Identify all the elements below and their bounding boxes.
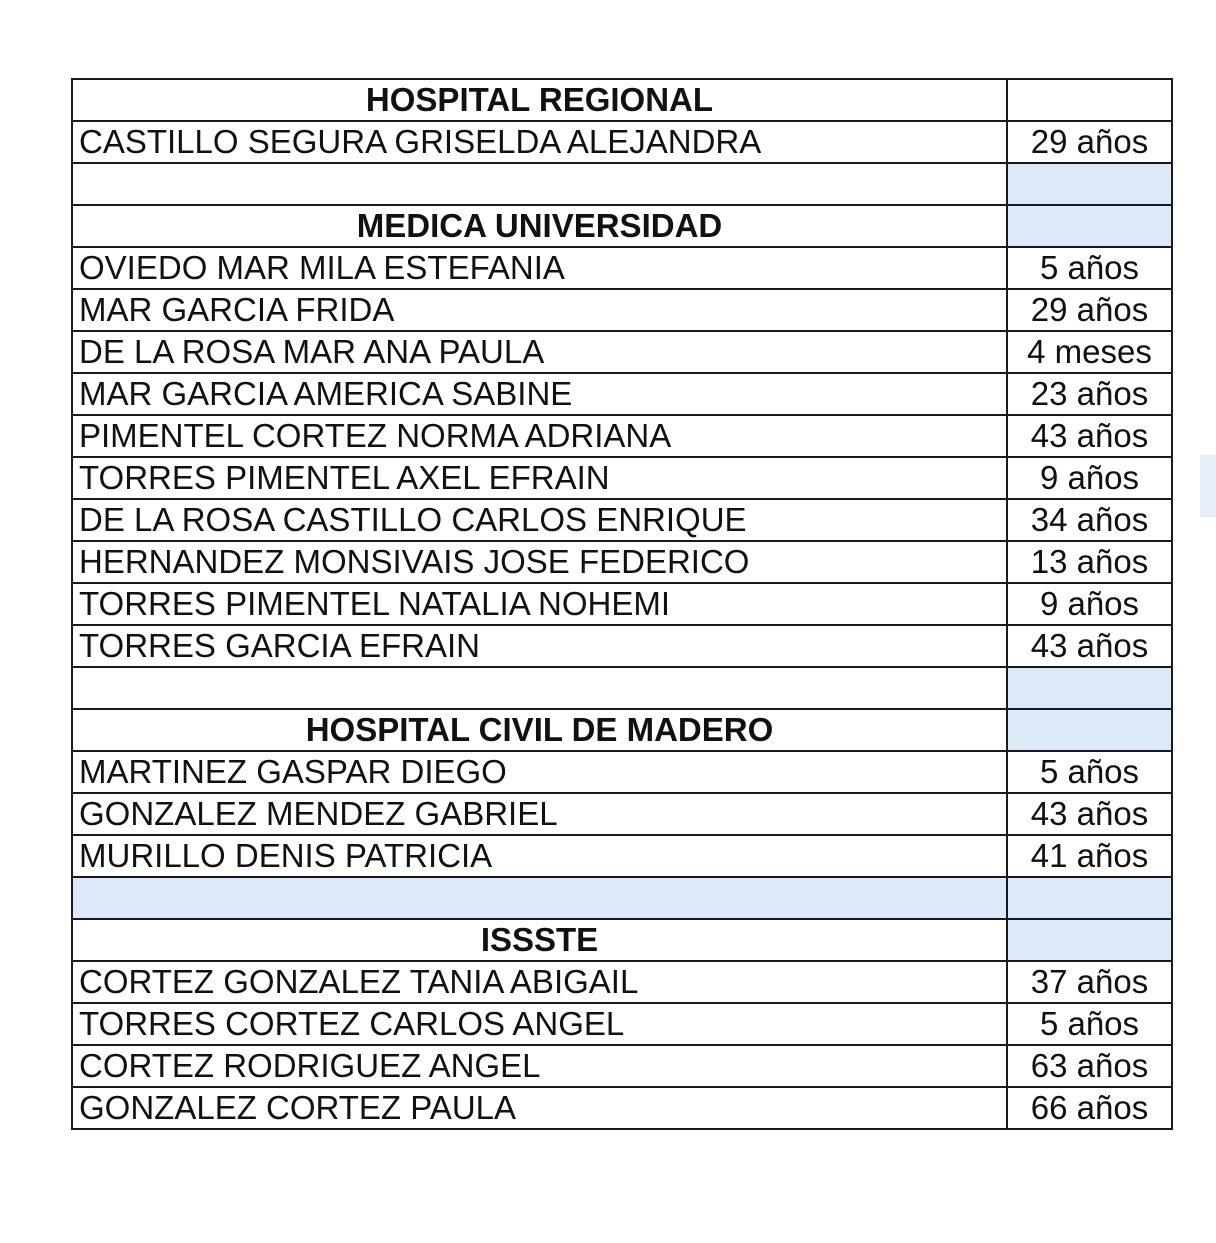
table-row — [72, 793, 1172, 835]
spacer-row — [72, 877, 1172, 919]
patient-name: GONZALEZ MENDEZ GABRIEL — [72, 793, 1007, 835]
shaded-cell — [1007, 667, 1172, 709]
table-row — [72, 499, 1172, 541]
patient-age: 5 años — [1007, 1003, 1172, 1045]
patient-name: MAR GARCIA AMERICA SABINE — [72, 373, 1007, 415]
table-row — [72, 121, 1172, 163]
table-row — [72, 457, 1172, 499]
section-header-row — [72, 205, 1172, 247]
patient-age: 5 años — [1007, 751, 1172, 793]
patient-name: DE LA ROSA MAR ANA PAULA — [72, 331, 1007, 373]
patient-name: CASTILLO SEGURA GRISELDA ALEJANDRA — [72, 121, 1007, 163]
patient-age: 23 años — [1007, 373, 1172, 415]
shaded-cell — [1007, 205, 1172, 247]
patient-age: 9 años — [1007, 583, 1172, 625]
patient-age: 5 años — [1007, 247, 1172, 289]
table-row — [72, 751, 1172, 793]
patient-name: TORRES PIMENTEL NATALIA NOHEMI — [72, 583, 1007, 625]
patient-table — [71, 78, 1173, 1130]
patient-name: GONZALEZ CORTEZ PAULA — [72, 1087, 1007, 1129]
patient-name: TORRES PIMENTEL AXEL EFRAIN — [72, 457, 1007, 499]
patient-age: 4 meses — [1007, 331, 1172, 373]
table-row — [72, 247, 1172, 289]
table-row — [72, 415, 1172, 457]
empty-cell — [72, 667, 1007, 709]
section-header-row — [72, 709, 1172, 751]
table-row — [72, 625, 1172, 667]
section-header-row — [72, 919, 1172, 961]
empty-cell — [1007, 79, 1172, 121]
section-title: HOSPITAL CIVIL DE MADERO — [72, 709, 1007, 751]
shaded-cell — [72, 877, 1007, 919]
shaded-cell — [1007, 877, 1172, 919]
table-row — [72, 331, 1172, 373]
patient-name: OVIEDO MAR MILA ESTEFANIA — [72, 247, 1007, 289]
patient-age: 37 años — [1007, 961, 1172, 1003]
patient-name: MURILLO DENIS PATRICIA — [72, 835, 1007, 877]
table-row — [72, 541, 1172, 583]
patient-age: 13 años — [1007, 541, 1172, 583]
empty-cell — [72, 163, 1007, 205]
shaded-cell — [1007, 919, 1172, 961]
patient-name: PIMENTEL CORTEZ NORMA ADRIANA — [72, 415, 1007, 457]
section-title: MEDICA UNIVERSIDAD — [72, 205, 1007, 247]
table-row — [72, 1087, 1172, 1129]
patient-age: 43 años — [1007, 793, 1172, 835]
section-title: ISSSTE — [72, 919, 1007, 961]
patient-name: DE LA ROSA CASTILLO CARLOS ENRIQUE — [72, 499, 1007, 541]
section-title: HOSPITAL REGIONAL — [72, 79, 1007, 121]
table-row — [72, 289, 1172, 331]
patient-age: 29 años — [1007, 289, 1172, 331]
table-row — [72, 1045, 1172, 1087]
section-header-row — [72, 79, 1172, 121]
patient-age: 9 años — [1007, 457, 1172, 499]
patient-name: TORRES CORTEZ CARLOS ANGEL — [72, 1003, 1007, 1045]
patient-age: 43 años — [1007, 625, 1172, 667]
spacer-row — [72, 163, 1172, 205]
table-row — [72, 583, 1172, 625]
table-row — [72, 961, 1172, 1003]
table-row — [72, 1003, 1172, 1045]
patient-age: 34 años — [1007, 499, 1172, 541]
shaded-cell — [1007, 709, 1172, 751]
spacer-row — [72, 667, 1172, 709]
patient-name: CORTEZ GONZALEZ TANIA ABIGAIL — [72, 961, 1007, 1003]
patient-name: MARTINEZ GASPAR DIEGO — [72, 751, 1007, 793]
patient-name: TORRES GARCIA EFRAIN — [72, 625, 1007, 667]
patient-age: 66 años — [1007, 1087, 1172, 1129]
patient-age: 29 años — [1007, 121, 1172, 163]
patient-name: CORTEZ RODRIGUEZ ANGEL — [72, 1045, 1007, 1087]
table-row — [72, 835, 1172, 877]
shaded-cell — [1007, 163, 1172, 205]
patient-name: MAR GARCIA FRIDA — [72, 289, 1007, 331]
patient-name: HERNANDEZ MONSIVAIS JOSE FEDERICO — [72, 541, 1007, 583]
patient-age: 41 años — [1007, 835, 1172, 877]
edge-fragment — [1200, 455, 1216, 517]
table-row — [72, 373, 1172, 415]
patient-age: 43 años — [1007, 415, 1172, 457]
patient-age: 63 años — [1007, 1045, 1172, 1087]
